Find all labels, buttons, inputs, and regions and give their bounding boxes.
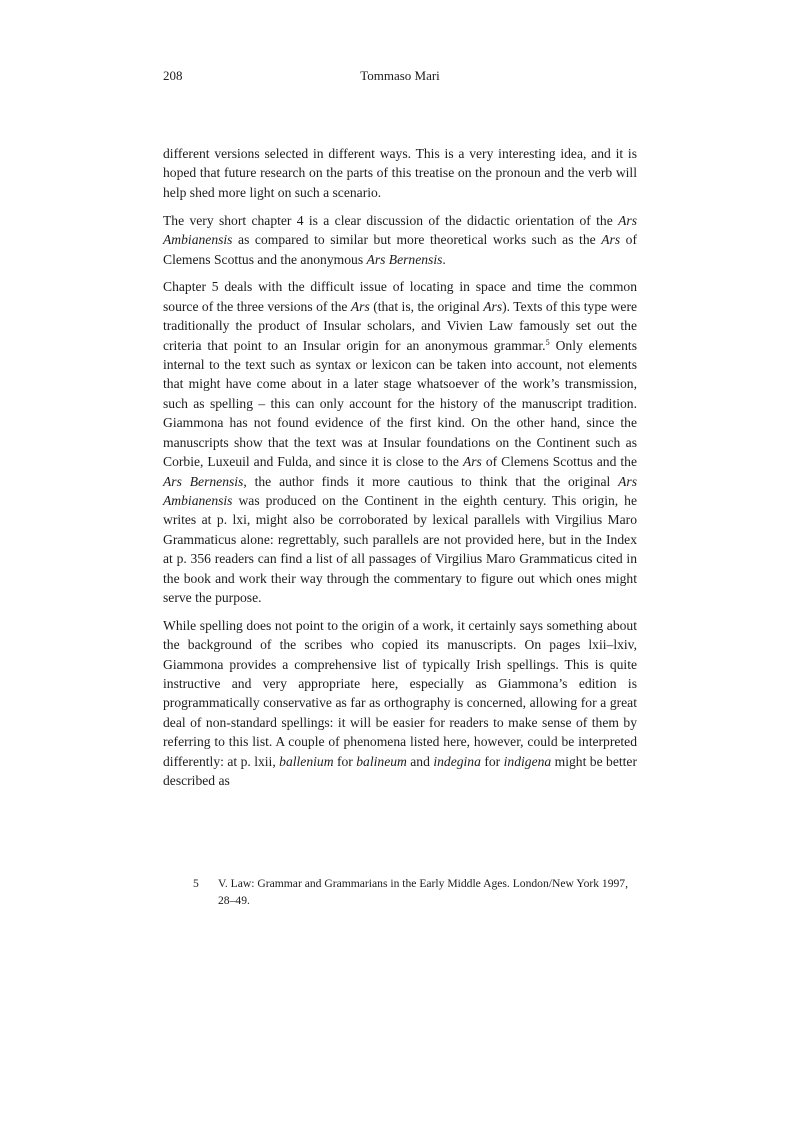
italic-term: balineum (356, 753, 407, 769)
text-run: . (442, 251, 446, 267)
text-run: Chapter 5 deals with the difficult issue of locating in space and time the common source of the three versions of the (163, 279, 637, 314)
text-run: for (333, 753, 357, 769)
footnote (193, 876, 637, 909)
text-run: The very short chapter 4 is a clear discussion of the didactic orientation of the (163, 212, 619, 228)
paragraph (163, 277, 637, 607)
text-run: for (480, 753, 504, 769)
text-run: might be better described as (163, 753, 637, 789)
footnote-text: V. Law: Grammar and Grammarians in the Early Middle Ages. London/New York 1997, 28–49. (218, 877, 629, 907)
text-run: different versions selected in different ways. This is a very interesting idea, and it is hoped that future research on the parts of this treatise on the pronoun and the verb will help shed more light on such a scenario. (163, 146, 637, 200)
text-run: While spelling does not point to the origin of a work, it certainly says something about the background of the scribes who copied its manuscripts. On pages lxii–lxiv, Giammona provides a comprehensive list of typically Irish spellings. This is quite instructive and very appropriate here, especially as Giammona’s edition is programmatically conservative as far as orthography is concerned, allowing for a great deal of non-standard spellings: it will be easier for readers to make sense of them by referring to this list. A couple of phenomena listed here, however, could be interpreted differently: at p. lxii, (163, 617, 637, 769)
italic-term: Ars (350, 298, 370, 314)
footnote-reference: 5 (545, 337, 550, 348)
body-paragraphs (163, 144, 637, 799)
italic-term: indegina (433, 753, 481, 769)
paragraph (163, 211, 637, 269)
page-number: 208 (163, 68, 183, 83)
italic-term: Ars (601, 232, 621, 248)
italic-term: Ars (462, 454, 482, 470)
italic-term: Ars Bernensis (366, 251, 443, 267)
paragraph (163, 144, 637, 202)
footnote-number: 5 (193, 877, 199, 890)
page-header (163, 68, 637, 84)
italic-term: Ars Ambianensis (163, 212, 637, 248)
text-run: was produced on the Continent in the eighth century. This origin, he writes at p. lxi, might also be corroborated by lexical parallels with Virgilius Maro Grammaticus alone: regrettably, such parallels are not provided here, but in the Index at p. 356 readers can find a list of all passages of Virgilius Maro Grammaticus cited in the book and work their way through the commentary to figure out which ones might serve the purpose. (163, 492, 637, 605)
running-header: Tommaso Mari (360, 68, 440, 83)
text-run: and (406, 753, 434, 769)
text-run: Only elements internal to the text such as syntax or lexicon can be taken into account, not elements that might have come about in a later stage whatsoever of the work’s transmission, such as spelling – this can only account for the history of the manuscript tradition. Giammona has not found evidence of the first kind. On the other hand, since the manuscripts show that the text was at Insular foundations on the Continent such as Corbie, Luxeuil and Fulda, and since it is close to the (163, 337, 637, 470)
text-run: as compared to similar but more theoretical works such as the (232, 232, 602, 248)
text-run: of Clemens Scottus and the (481, 454, 637, 470)
text-run: of Clemens Scottus and the anonymous (163, 232, 637, 267)
italic-term: Ars (483, 298, 503, 314)
italic-term: indigena (503, 753, 552, 769)
text-run: ). Texts of this type were traditionally the product of Insular scholars, and Vivien Law famously set out the criteria that point to an Insular origin for an anonymous grammar. (163, 298, 638, 353)
italic-term: Ars Bernensis (163, 473, 244, 489)
text-run: , the author finds it more cautious to think that the original (243, 473, 619, 489)
italic-term: Ars Ambianensis (163, 473, 637, 508)
paragraph (163, 616, 637, 791)
text-run: (that is, the original (369, 298, 484, 314)
italic-term: ballenium (279, 753, 334, 769)
